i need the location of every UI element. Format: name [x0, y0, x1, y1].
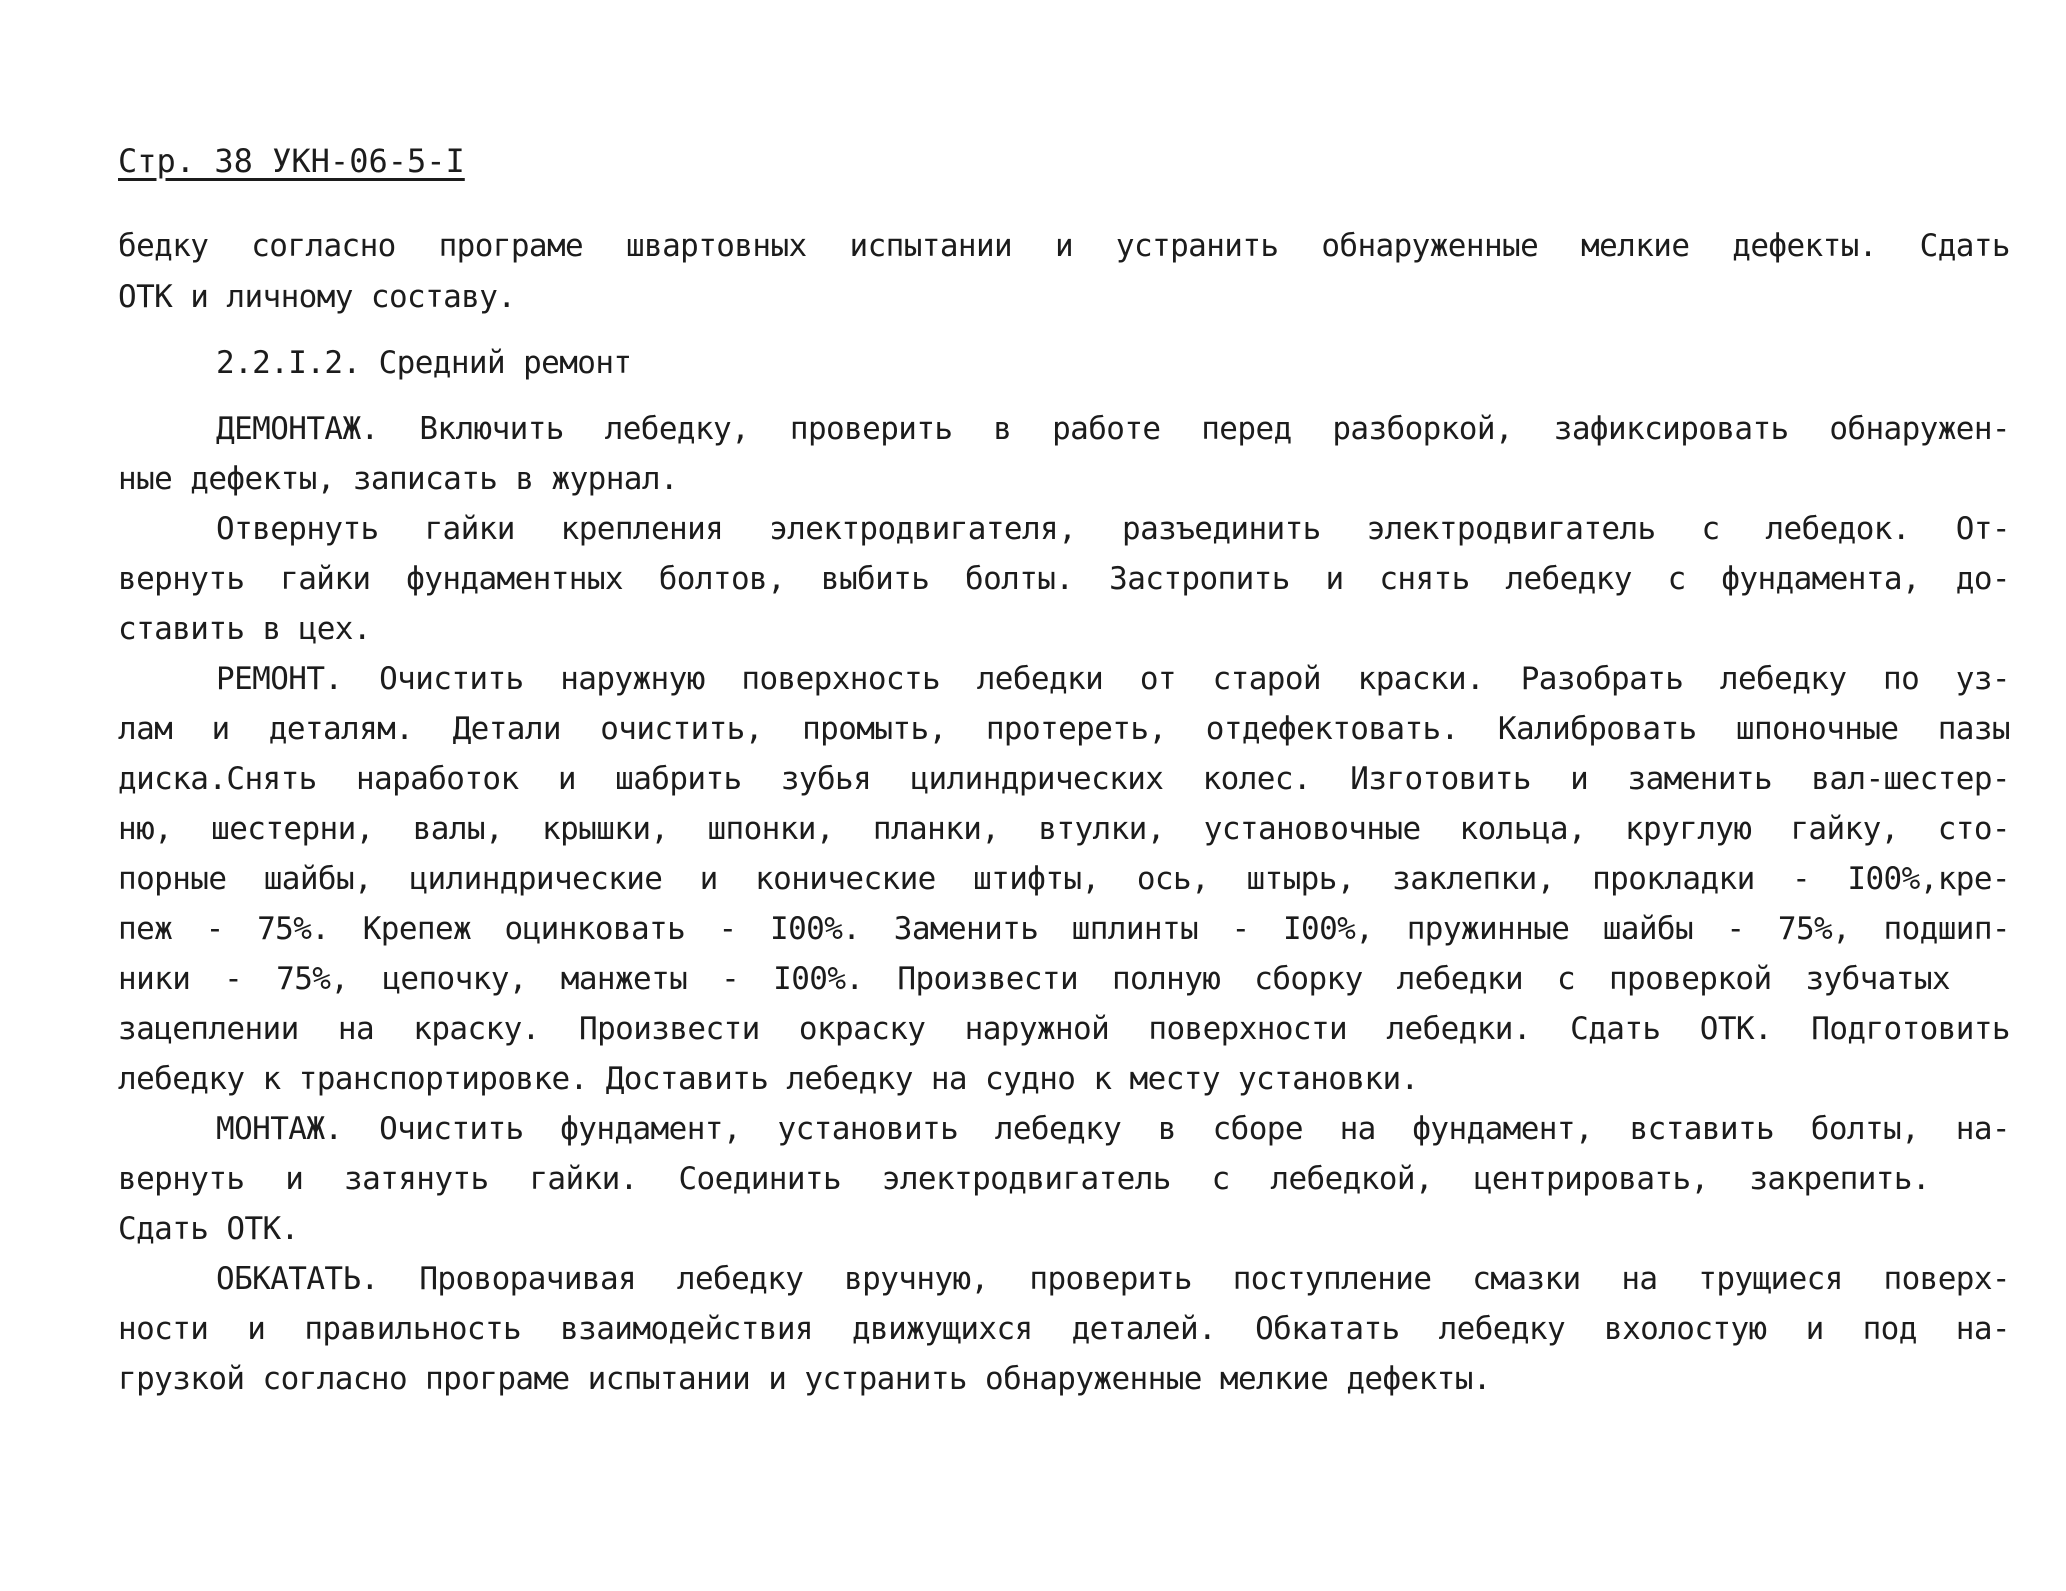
text-line: вернуть и затянуть гайки. Соединить электродвигатель с лебедкой, центрировать, закрепить. — [118, 1161, 1930, 1197]
text-line: лам и деталям. Детали очистить, промыть, протереть, отдефектовать. Калибровать шпоночные пазы — [118, 711, 2010, 747]
text-line: вернуть гайки фундаментных болтов, выбить болты. Застропить и снять лебедку с фундамента, до- — [118, 561, 2010, 597]
page-header: Стр. 38 УКН-06-5-I — [118, 142, 465, 180]
text-line: МОНТАЖ. Очистить фундамент, установить лебедку в сборе на фундамент, вставить болты, на- — [216, 1111, 2010, 1147]
text-line: грузкой согласно програме испытании и устранить обнаруженные мелкие дефекты. — [118, 1361, 1491, 1397]
section-heading: 2.2.I.2. Средний ремонт — [216, 345, 632, 381]
text-line: ОБКАТАТЬ. Проворачивая лебедку вручную, проверить поступление смазки на трущиеся поверх- — [216, 1261, 2010, 1297]
text-line: РЕМОНТ. Очистить наружную поверхность лебедки от старой краски. Разобрать лебедку по уз- — [216, 661, 2010, 697]
text-line: ДЕМОНТАЖ. Включить лебедку, проверить в работе перед разборкой, зафиксировать обнаружен- — [216, 411, 2010, 447]
text-line: лебедку к транспортировке. Доставить лебедку на судно к месту установки. — [118, 1061, 1419, 1097]
text-line: бедку согласно програме швартовных испытании и устранить обнаруженные мелкие дефекты. Сдать — [118, 228, 2010, 264]
text-line: ности и правильность взаимодействия движущихся деталей. Обкатать лебедку вхолостую и под на- — [118, 1311, 2010, 1347]
text-line: диска.Снять наработок и шабрить зубья цилиндрических колес. Изготовить и заменить вал-шестер- — [118, 761, 2010, 797]
text-line: ные дефекты, записать в журнал. — [118, 461, 678, 497]
text-line: ставить в цех. — [118, 611, 371, 647]
text-line: Отвернуть гайки крепления электродвигателя, разъединить электродвигатель с лебедок. От- — [216, 511, 2010, 547]
text-line: пеж - 75%. Крепеж оцинковать - I00%. Заменить шплинты - I00%, пружинные шайбы - 75%, подшип- — [118, 911, 2010, 947]
text-line: ню, шестерни, валы, крышки, шпонки, планки, втулки, установочные кольца, круглую гайку, сто- — [118, 811, 2010, 847]
text-line: ники - 75%, цепочку, манжеты - I00%. Произвести полную сборку лебедки с проверкой зубчатых — [118, 961, 1950, 997]
text-line: ОТК и личному составу. — [118, 279, 516, 315]
text-line: Сдать ОТК. — [118, 1211, 299, 1247]
text-line: порные шайбы, цилиндрические и конические штифты, ось, штырь, заклепки, прокладки - I00%,кре- — [118, 861, 2010, 897]
text-line: зацеплении на краску. Произвести окраску наружной поверхности лебедки. Сдать ОТК. Подготовить — [118, 1011, 2010, 1047]
